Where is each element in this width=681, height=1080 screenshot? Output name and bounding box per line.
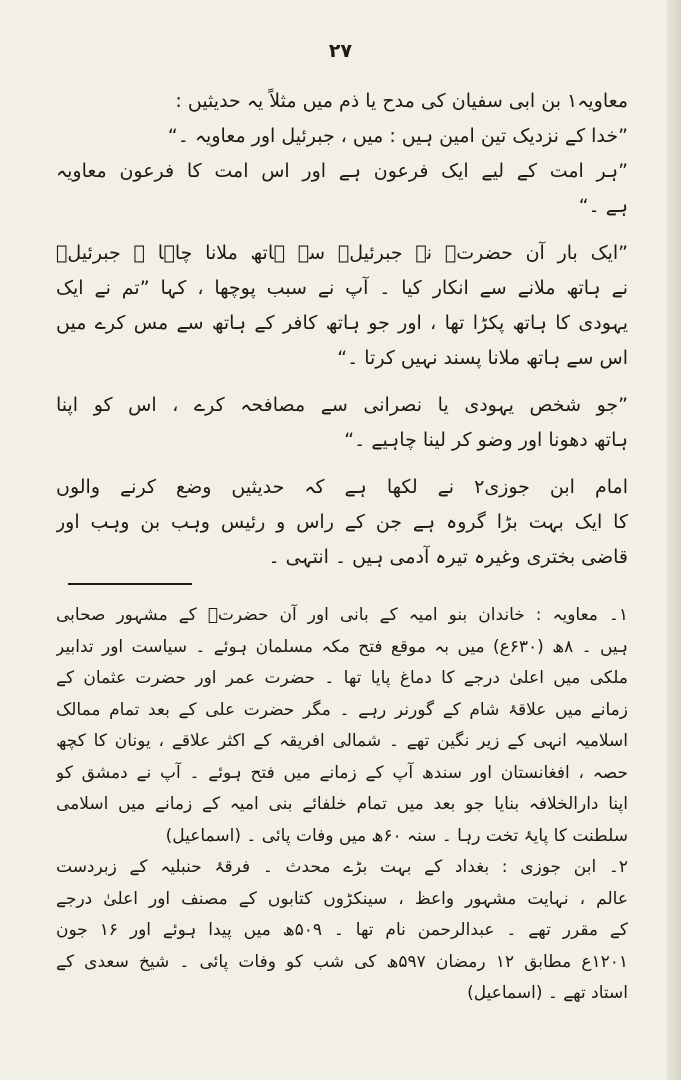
text-line: اس سے ہاتھ ملانا پسند نہیں کرتا ۔“ xyxy=(337,347,628,369)
footnote-line: ۱۲۰۱ع مطابق ۱۲ رمضان ۵۹۷ھ کی شب کو وفات پائی ۔ شیخ سعدی کے xyxy=(56,951,628,972)
text-line: یہودی کا ہاتھ پکڑا تھا ، اور جو ہاتھ کافر کے ہاتھ سے مس کرے میں xyxy=(56,312,628,334)
text-line: امام ابن جوزی۲ نے لکھا ہے کہ حدیثیں وضع کرنے والوں xyxy=(56,476,628,498)
footnote-separator xyxy=(68,583,192,585)
text-line: نے ہاتھ ملانے سے انکار کیا ۔ آپ نے سبب پوچھا ، کہا ”تم نے ایک xyxy=(56,277,628,299)
footnote-line: ملکی میں اعلیٰ درجے کا دماغ پایا تھا ۔ حضرت عمر اور حضرت عثمان کے xyxy=(56,668,628,688)
footnote-line: کے مقرر تھے ۔ عبدالرحمن نام تھا ۔ ۵۰۹ھ میں پیدا ہوئے اور ۱۶ جون xyxy=(56,920,628,940)
footnote-line: اپنا دارالخلافہ بنایا جو بعد میں تمام خلفائے بنی امیہ کے زمانے میں اسلامی xyxy=(56,794,628,814)
paragraph-gap xyxy=(56,224,628,236)
footnote-line: عالم ، نہایت مشہور واعظ ، سینکڑوں کتابوں کے مصنف اور اعلیٰ درجے xyxy=(56,888,628,909)
text-line: ”ایک بار آن حضرتؐ نے جبرئیلؑ سے ہاتھ ملانا چاہا ۔ جبرئیلؑ xyxy=(56,242,628,264)
footnote-line: استاد تھے ۔ (اسماعیل) xyxy=(467,983,628,1003)
paragraph-gap xyxy=(56,376,628,388)
footnote-line: ۲۔ ابن جوزی : بغداد کے بہت بڑے محدث ۔ فرقۂ حنبلیہ کے زبردست xyxy=(56,857,628,877)
text-line: کا ایک بہت بڑا گروہ ہے جن کے راس و رئیس وہب بن وہب اور xyxy=(56,511,628,533)
text-line: ”جو شخص یہودی یا نصرانی سے مصافحہ کرے ، اس کو اپنا xyxy=(56,394,628,416)
footnote-line: اسلامیہ انہی کے زیر نگین تھے ۔ شمالی افریقہ کے اکثر علاقے ، یونان کا کچھ xyxy=(56,731,628,751)
footnote-line: حصہ ، افغانستان اور سندھ آپ کے زمانے میں فتح ہوئے ۔ آپ نے دمشق کو xyxy=(56,762,628,783)
footnote-line: ہیں ۔ ۸ھ (۶۳۰ع) میں بہ موقع فتح مکہ مسلمان ہوئے ۔ سیاست اور تدابیر xyxy=(56,636,628,657)
footnote-line: زمانے میں علاقۂ شام کے گورنر رہے ۔ مگر حضرت علی کے بعد تمام ممالک xyxy=(56,699,628,720)
footnotes xyxy=(56,600,628,1010)
footnote-line: سلطنت کا پایۂ تخت رہا ۔ سنہ ۶۰ھ میں وفات پائی ۔ (اسماعیل) xyxy=(165,825,628,846)
text-line: ہاتھ دھونا اور وضو کر لینا چاہیے ۔“ xyxy=(344,429,628,451)
footnote-line: ۱۔ معاویہ : خاندان بنو امیہ کے بانی اور آن حضرتؐ کے مشہور صحابی xyxy=(56,605,628,625)
page-number: ۲۷ xyxy=(328,40,353,62)
text-line: ”خدا کے نزدیک تین امین ہیں : میں ، جبرئیل اور معاویہ ۔“ xyxy=(167,125,628,147)
paragraph-gap xyxy=(56,458,628,470)
main-text xyxy=(56,84,628,575)
text-line: معاویہ۱ بن ابی سفیان کی مدح یا ذم میں مثلاً یہ حدیثیں : xyxy=(175,90,628,112)
text-line: ”ہر امت کے لیے ایک فرعون ہے اور اس امت کا فرعون معاویہ xyxy=(56,160,628,182)
text-line: ہے ۔“ xyxy=(578,195,628,217)
page-spine-edge xyxy=(667,0,681,1080)
text-line: قاضی بختری وغیرہ تیرہ آدمی ہیں ۔ انتہی ۔ xyxy=(268,546,628,568)
